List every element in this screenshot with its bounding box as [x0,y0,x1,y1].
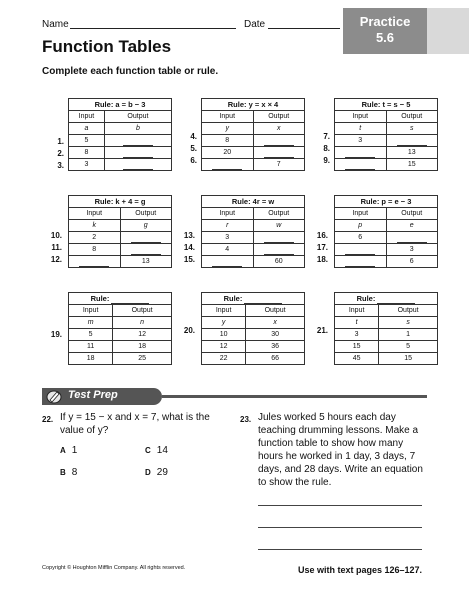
table-rule: Rule: k + 4 = g [69,196,172,208]
cell: 3 [69,159,105,171]
choice-b[interactable]: B 8 [60,467,78,478]
function-table-1 [68,98,172,171]
test-prep-rule [162,395,427,398]
practice-number: 5.6 [375,30,395,45]
col-input-header: Input [69,208,121,220]
cell: 7 [253,159,305,171]
answer-cell[interactable] [120,232,172,244]
cell: 13 [120,256,172,268]
problem-number: 20. [183,326,195,335]
problem-number: 9. [323,156,330,165]
problem-number: 11. [51,243,62,252]
cell: 2 [69,232,121,244]
cell: 8 [69,244,121,256]
answer-cell[interactable] [104,147,171,159]
cell: 8 [69,147,105,159]
question-number: 22. [42,415,54,424]
cell: 20 [202,147,254,159]
date-line[interactable] [268,28,340,29]
table-rule: Rule: 4r = w [202,196,305,208]
answer-cell[interactable] [253,147,305,159]
table-rule[interactable]: Rule: [202,293,305,305]
problem-number: 17. [316,243,328,252]
function-table-2 [201,98,305,171]
input-var: y [202,123,254,135]
cell: 30 [246,329,305,341]
cell: 3 [386,244,438,256]
table-rule[interactable]: Rule: [335,293,438,305]
answer-cell[interactable] [202,159,254,171]
cell: 15 [379,353,438,365]
answer-line[interactable] [258,527,422,528]
date-label: Date [244,19,266,30]
col-input-header: Input [69,305,113,317]
answer-cell[interactable] [69,256,121,268]
col-input-header: Input [202,111,254,123]
choice-c[interactable]: C 14 [145,445,168,456]
cell: 12 [202,341,246,353]
problem-number: 14. [183,243,195,252]
text-page-reference: Use with text pages 126–127. [298,565,423,575]
pencil-icon [46,389,62,404]
col-output-header: Output [386,111,438,123]
cell: 22 [202,353,246,365]
problem-number: 6. [190,156,197,165]
cell: 45 [335,353,379,365]
problem-number: 10. [50,231,62,240]
cell: 6 [335,232,387,244]
answer-cell[interactable] [335,256,387,268]
input-var: t [335,123,387,135]
col-input-header: Input [335,111,387,123]
input-var: k [69,220,121,232]
answer-cell[interactable] [104,135,171,147]
cell: 3 [335,329,379,341]
table-rule: Rule: t = s − 5 [335,99,438,111]
output-var: x [246,317,305,329]
problem-number: 1. [57,137,64,146]
name-label: Name [42,19,69,30]
col-output-header: Output [113,305,172,317]
problem-number: 12. [50,255,62,264]
answer-cell[interactable] [104,159,171,171]
input-var: a [69,123,105,135]
input-var: r [202,220,254,232]
cell: 66 [246,353,305,365]
function-table-3 [334,98,438,171]
cell: 1 [379,329,438,341]
cell: 18 [69,353,113,365]
output-var: x [253,123,305,135]
function-table-7 [68,292,172,365]
answer-cell[interactable] [335,147,387,159]
problem-number: 16. [316,231,328,240]
output-var: e [386,220,438,232]
col-output-header: Output [379,305,438,317]
cell: 12 [113,329,172,341]
col-output-header: Output [104,111,171,123]
answer-cell[interactable] [253,135,305,147]
question-22-text: If y = 15 − x and x = 7, what is the value of y? [60,412,210,436]
function-table-8 [201,292,305,365]
cell: 5 [379,341,438,353]
input-var: m [69,317,113,329]
practice-badge [343,8,427,54]
practice-label: Practice [359,14,411,29]
cell: 13 [386,147,438,159]
cell: 8 [202,135,254,147]
problem-number: 4. [190,132,197,141]
input-var: p [335,220,387,232]
problem-number: 2. [57,149,64,158]
choice-d[interactable]: D 29 [145,467,168,478]
output-var: s [379,317,438,329]
table-rule: Rule: a = b − 3 [69,99,172,111]
output-var: g [120,220,172,232]
table-rule[interactable]: Rule: [69,293,172,305]
col-input-header: Input [335,305,379,317]
problem-number: 19. [50,330,62,339]
answer-cell[interactable] [386,232,438,244]
problem-number: 5. [190,144,197,153]
practice-shade [427,8,469,54]
function-table-5 [201,195,305,268]
answer-cell[interactable] [335,159,387,171]
instructions: Complete each function table or rule. [42,66,219,77]
input-var: t [335,317,379,329]
output-var: w [253,220,305,232]
col-input-header: Input [69,111,105,123]
input-var: y [202,317,246,329]
output-var: b [104,123,171,135]
output-var: s [386,123,438,135]
answer-line[interactable] [258,505,422,506]
cell: 15 [335,341,379,353]
cell: 18 [113,341,172,353]
cell: 5 [69,329,113,341]
answer-cell[interactable] [253,244,305,256]
problem-number: 3. [57,161,64,170]
problem-number: 13. [183,231,195,240]
answer-cell[interactable] [202,256,254,268]
function-table-4 [68,195,172,268]
question-number: 23. [240,415,252,424]
problem-number: 7. [323,132,330,141]
output-var: n [113,317,172,329]
name-line[interactable] [70,28,236,29]
col-input-header: Input [335,208,387,220]
problem-number: 18. [316,255,328,264]
test-prep-heading: Test Prep [68,389,118,401]
col-output-header: Output [120,208,172,220]
cell: 60 [253,256,305,268]
col-input-header: Input [202,208,254,220]
problem-number: 15. [183,255,195,264]
function-table-6 [334,195,438,268]
col-input-header: Input [202,305,246,317]
cell: 36 [246,341,305,353]
answer-cell[interactable] [120,244,172,256]
col-output-header: Output [386,208,438,220]
cell: 3 [202,232,254,244]
table-rule: Rule: y = x × 4 [202,99,305,111]
cell: 6 [386,256,438,268]
cell: 4 [202,244,254,256]
answer-cell[interactable] [253,232,305,244]
answer-cell[interactable] [386,135,438,147]
question-23-text: Jules worked 5 hours each day teaching drumming lessons. Make a function table to show how many hours he worked in 1 day, 3 days, 7 days, and 28 days. Write an equation to show the rule. [258,412,423,488]
cell: 25 [113,353,172,365]
cell: 5 [69,135,105,147]
col-output-header: Output [253,208,305,220]
col-output-header: Output [246,305,305,317]
answer-cell[interactable] [335,244,387,256]
answer-line[interactable] [258,549,422,550]
page-title: Function Tables [42,37,172,56]
function-table-9 [334,292,438,365]
cell: 10 [202,329,246,341]
table-rule: Rule: p = e − 3 [335,196,438,208]
problem-number: 21. [316,326,328,335]
copyright: Copyright © Houghton Mifflin Company. All rights reserved. [42,565,186,571]
problem-number: 8. [323,144,330,153]
choice-a[interactable]: A 1 [60,445,78,456]
cell: 3 [335,135,387,147]
cell: 15 [386,159,438,171]
col-output-header: Output [253,111,305,123]
cell: 11 [69,341,113,353]
